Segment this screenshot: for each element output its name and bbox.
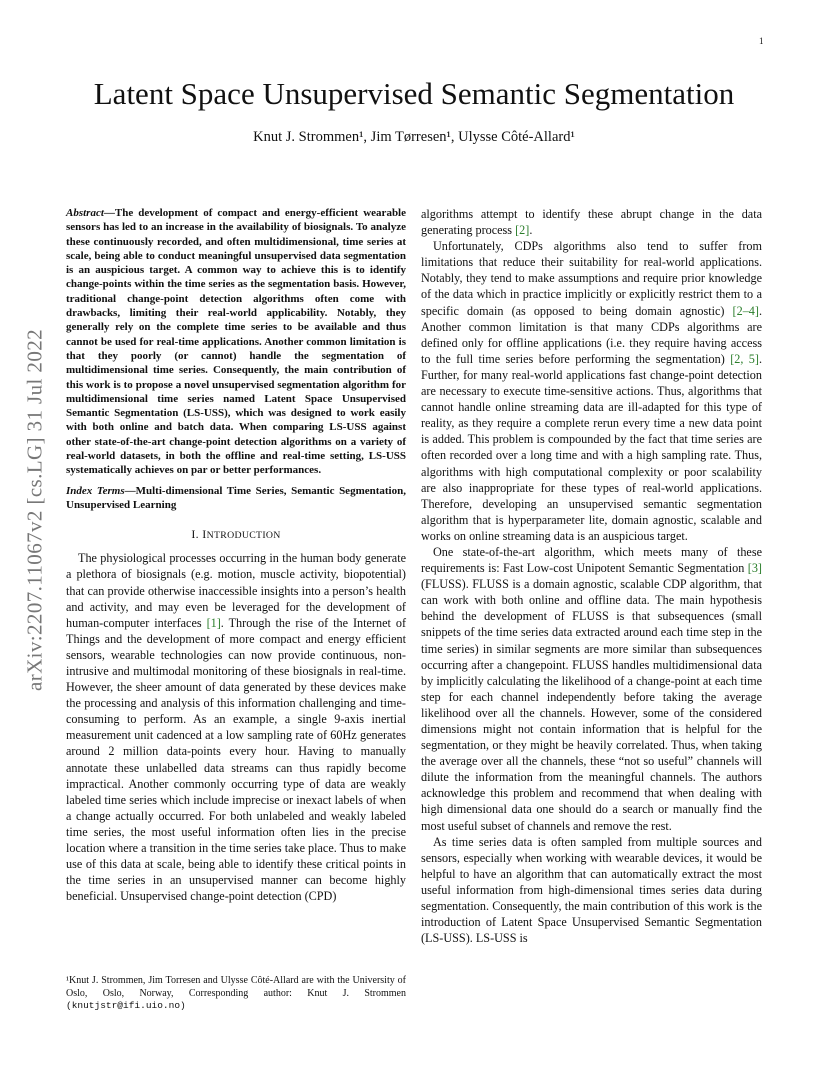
author-email: (knutjstr@ifi.uio.no) bbox=[66, 1000, 186, 1012]
citation-link[interactable]: [1] bbox=[206, 615, 221, 630]
abstract-text: The development of compact and energy-efficient wearable sensors has led to an increase in the availability of biosignals. To analyze these continuously recorded, and often multidimensional, time series at scale, being able to conduct meaningful unsupervised data segmentation is an auspicious target. A common way to achieve this is to identify change-points within the time series as the segmentation basis. However, traditional change-point detection algorithms often come with drawbacks, limiting their real-world applicability. Notably, they generally rely on the complete time series to be available and thus cannot be used for real-time applications. Another common limitation is that they poorly (or cannot) handle the segmentation of multidimensional time series. Consequently, the main contribution of this work is to propose a novel unsupervised segmentation algorithm for multidimensional time series named Latent Space Unsupervised Semantic Segmentation (LS-USS), which was designed to work easily with both online and batch data. When comparing LS-USS against other state-of-the-art change-point detection algorithms on a variety of real-world datasets, in both the offline and real-time setting, LS-USS systematically achieves on par or better performances. bbox=[66, 207, 406, 477]
body-paragraph: Unfortunately, CDPs algorithms also tend to suffer from limitations that reduce their suitability for real-world applications. Notably, they tend to make assumptions and require prior knowledge of the data which in practice implicitly or explicitly restrict them to a specific domain (as opposed to being domain agnostic) [2–4]. Another common limitation is that many CDPs algorithms are defined only for offline applications (i.e. they require having access to the full time series before performing the segmentation) [2, 5]. Further, for many real-world applications fast change-point detection are necessary to execute time-sensitive actions. Thus, algorithms that cannot handle online streaming data are ill-adapted for this type of reality, as they require a complete rerun every time a new data point is added. This problem is compounded by the fact that time series are often recorded over a long time and with a high sampling rate. Thus, algorithms with high computational complexity or poor scalability are also inappropriate for these types of real-world applications. Therefore, developing an unsupervised semantic segmentation algorithm that is hyperparameter lite, domain agnostic, scalable and works on online streaming data is an auspicious target. bbox=[421, 239, 762, 543]
body-paragraph: One state-of-the-art algorithm, which meets many of these requirements is: Fast Low-cost Unipotent Semantic Segmentation [3] (FLUSS). FLUSS is a domain agnostic, scalable CDP algorithm, that can work with both online and offline data. The main hypothesis behind the development of FLUSS is that subsequences (small snippets of the time series data extracted around each time step in the time series) in similar segments are more similar than subsequences occurring after a changepoint. FLUSS handles multidimensional data by implicitly calculating the likelihood of a change-point at each time step for each channel independently before taking the average likelihood over all the channels. However, some of the considered dimensions might not contain information that is helpful for the segmentation, or they might be heavily correlated. Thus, when taking the average over all the channels, these “not so useful” channels will dilute the information from the meaningful channels. The authors acknowledge this problem and recommend that when dealing with high dimensional data one should do a search or manually find the most useful subset of channels and remove the rest. bbox=[421, 544, 762, 833]
abstract bbox=[66, 206, 406, 478]
index-terms-label: Index Terms bbox=[66, 484, 125, 497]
citation-link[interactable]: [3] bbox=[747, 561, 762, 576]
abstract-dash: — bbox=[103, 207, 115, 219]
citation-link[interactable]: [2, 5] bbox=[730, 351, 759, 366]
page-number: 1 bbox=[759, 36, 764, 46]
abstract-label: Abstract bbox=[66, 207, 104, 219]
intro-paragraph: The physiological processes occurring in the human body generate a plethora of biosignals (e.g. motion, muscle activity, biopotential) that can provide otherwise inaccessible insights into a person’s health and activity, and may even be leveraged for the development of human-computer interfaces [1]. Through the rise of the Internet of Things and the development of more compact and energy efficient sensors, wearable technologies can now provide continuous, non-intrusive and multimodal monitoring of these biosignals in real-time. However, the sheer amount of data generated by these devices make the processing and analysis of this information challenging and time-consuming to perform. As an example, a single 9-axis inertial measurement unit cadenced at a low sampling rate of 60Hz generates around 2 million data-points every hour. Having to manually annotate these unlabelled data streams can thus rapidly become impractical. Another commonly occurring type of data are weakly labeled time series which include imprecise or inexact labels of when a change actually occurred. For both unlabeled and weakly labeled time series, the most useful information often lies in the precise location where a transition in the time series take place. Thus to make use of this data at scale, being able to identify these critical points in the time series in an unsupervised manner can become highly beneficial. Unsupervised change-point detection (CPD) bbox=[66, 551, 407, 904]
index-terms bbox=[66, 484, 406, 513]
arxiv-identifier: arXiv:2207.11067v2 [cs.LG] 31 Jul 2022 bbox=[22, 328, 47, 692]
index-terms-text: —Multi-dimensional Time Series, Semantic Segmentation, Unsupervised Learning bbox=[66, 484, 406, 511]
citation-link[interactable]: [2–4] bbox=[732, 303, 759, 318]
body-paragraph: algorithms attempt to identify these abrupt change in the data generating process [2]. bbox=[421, 207, 762, 238]
left-column bbox=[66, 206, 406, 904]
arxiv-sidebar bbox=[10, 250, 60, 770]
author-list: Knut J. Strommen¹, Jim Tørresen¹, Ulysse Côté-Allard¹ bbox=[253, 129, 575, 145]
body-paragraph: As time series data is often sampled from multiple sources and sensors, especially when working with wearable devices, it would be helpful to have an algorithm that can automatically extract the most useful information from high-dimensional times series data during segmentation. Consequently, the main contribution of this work is the introduction of Latent Space Unsupervised Semantic Segmentation (LS-USS). LS-USS is bbox=[421, 834, 762, 946]
citation-link[interactable]: [2] bbox=[515, 223, 530, 238]
section-heading: I. INTRODUCTION bbox=[191, 527, 281, 542]
footnote: ¹Knut J. Strommen, Jim Torresen and Ulysse Côté-Allard are with the University of Oslo, Oslo, Norway, Corresponding author: Knut J. Strommen (knutjstr@ifi.uio.no) bbox=[66, 975, 406, 1012]
right-column bbox=[421, 206, 762, 946]
paper-title: Latent Space Unsupervised Semantic Segmentation bbox=[93, 76, 735, 111]
